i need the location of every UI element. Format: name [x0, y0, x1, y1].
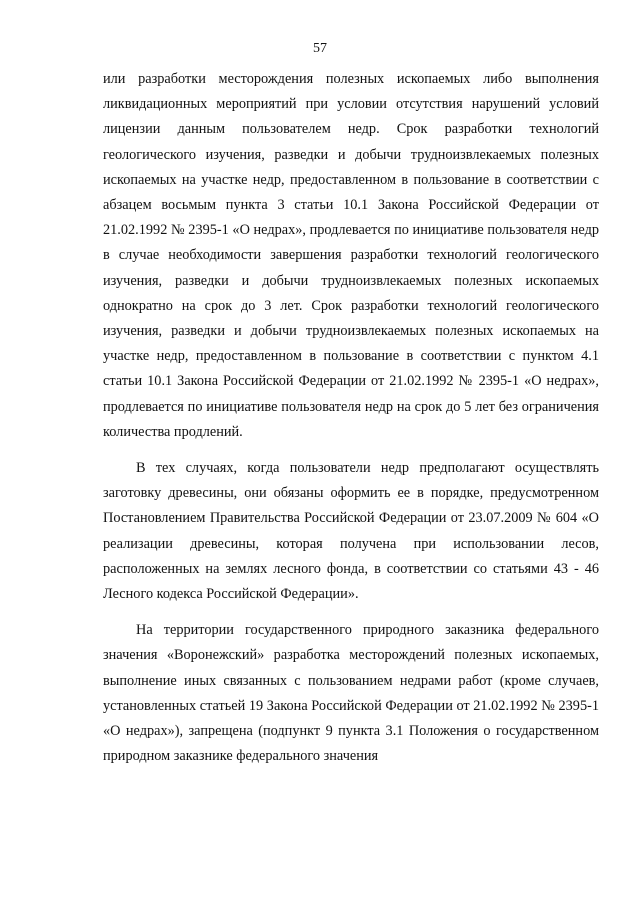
page-body	[103, 67, 599, 769]
page-number: 57	[313, 41, 327, 56]
paragraph-continuation: или разработки месторождения полезных ископаемых либо выполнения ликвидационных мероприятий при условии отсутствия нарушений условий лицензии данным пользователем недр. Срок разработки технологий геологического изучения, разведки и добычи трудноизвлекаемых полезных ископаемых на участке недр, предоставленном в пользование в соответствии с абзацем восьмым пункта 3 статьи 10.1 Закона Российской Федерации от 21.02.1992 № 2395-1 «О недрах», продлевается по инициативе пользователя недр в случае необходимости завершения разработки технологий геологического изучения, разведки и добычи трудноизвлекаемых полезных ископаемых однократно на срок до 3 лет. Срок разработки технологий геологического изучения, разведки и добычи трудноизвлекаемых полезных ископаемых на участке недр, предоставленном в пользование в соответствии с пунктом 4.1 статьи 10.1 Закона Российской Федерации от 21.02.1992 № 2395-1 «О недрах», продлевается по инициативе пользователя недр на срок до 5 лет без ограничения количества продлений.	[103, 71, 599, 440]
paragraph-timber-harvesting: В тех случаях, когда пользователи недр предполагают осуществлять заготовку древесины, они обязаны оформить ее в порядке, предусмотренном Постановлением Правительства Российской Федерации от 23.07.2009 № 604 «О реализации древесины, которая получена при использовании лесов, расположенных на землях лесного фонда, в соответствии со статьями 43 - 46 Лесного кодекса Российской Федерации».	[103, 460, 599, 603]
paragraph-voronezh-reserve: На территории государственного природного заказника федерального значения «Воронежский» разработка месторождений полезных ископаемых, выполнение иных связанных с пользованием недрами работ (кроме случаев, установленных статьей 19 Закона Российской Федерации от 21.02.1992 № 2395-1 «О недрах»), запрещена (подпункт 9 пункта 3.1 Положения о государственном природном заказнике федерального значения	[103, 622, 599, 765]
